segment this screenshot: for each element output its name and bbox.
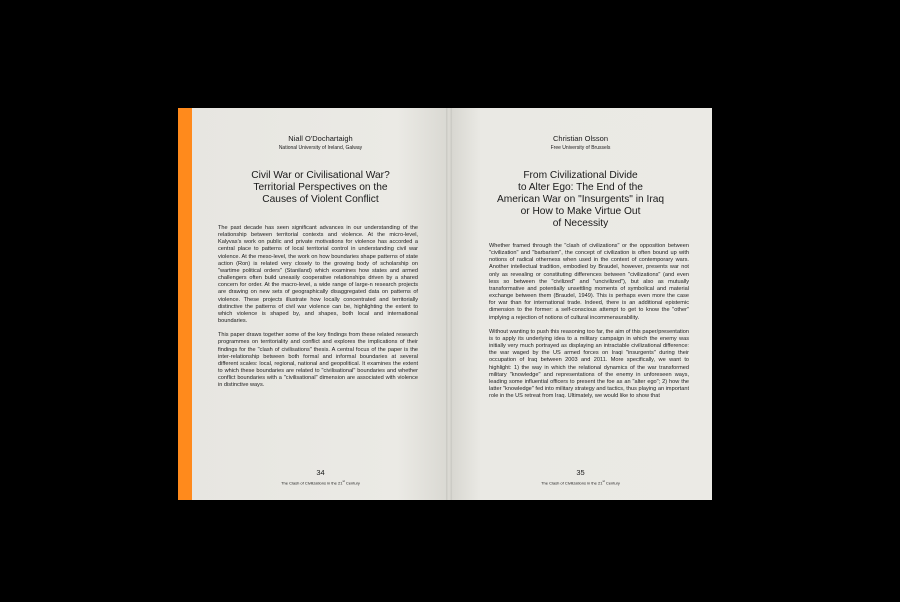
right-title [449,170,712,230]
left-footer: The Clash of Civilizations in the 21st Century [281,479,360,486]
right-footer: The Clash of Civilizations in the 21st Century [541,479,620,486]
right-affiliation: Free University of Brussels [550,145,611,151]
left-title-line: Civil War or Civilisational War? [251,170,390,181]
left-page-number: 34 [316,468,325,477]
right-title-line: of Necessity [552,218,609,229]
right-paragraph: Whether framed through the "clash of civilizations" or the opposition between "civilization" and "barbarism", the concept of civilization is often bound up with notions of radical otherness when used in the context of contemporary wars. Another intellectual tradition, embodied by Braudel, however, presents war not only as revealing or constituting differences between "civilizations" (and even less so between the "civilized" and "uncivilized"), but also as mutually transformative and potentially unsettling moments of symbolical and material exchange between them (Braudel, 1949). This is perhaps even more the case for war than for international trade. Indeed, there is an additional epistemic dimension to the former: a self-conscious attempt to get to know the "other" implying a rejection of notions of cultural incommensurability. [489,243,689,321]
right-body [489,243,689,407]
left-title-line: Causes of Violent Conflict [262,194,379,205]
right-paragraph: Without wanting to push this reasoning too far, the aim of this paper/presentation is to apply its underlying idea to a military campaign in which the enemy was initially very much portrayed as displaying an intractable civilizational difference: the war waged by the US armed forces on Iraqi "insurgents" during their occupation of Iraq between 2003 and 2011. More specifically, we want to highlight: 1) the way in which the relational dynamics of the war transformed military "knowledge" and representations of the enemy in unforeseen ways, leading some influential officers to present the foe as an "alter ego"; 2) how the latter "knowledge" fed into military strategy and tactics, thus playing an important role in the US retreat from Iraq. Ultimately, we would like to show that [489,328,689,400]
left-title-line: Territorial Perspectives on the [253,182,388,193]
left-body [218,225,418,396]
right-author: Christian Olsson [552,134,609,143]
right-page [449,108,712,500]
book-gutter [446,108,452,500]
right-title-line: to Alter Ego: The End of the [518,182,643,193]
right-title-line: or How to Make Virtue Out [520,206,641,217]
right-title-line: American War on "Insurgents" in Iraq [496,194,665,205]
left-page [192,108,449,500]
left-title [192,170,449,206]
left-affiliation: National University of Ireland, Galway [278,145,363,151]
right-title-line: From Civilizational Divide [523,170,638,181]
right-page-number: 35 [576,468,585,477]
left-author: Niall O'Dochartaigh [288,134,353,143]
left-paragraph: The past decade has seen significant advances in our understanding of the relationship between territorial contexts and violence. At the micro-level, Kalyvas's work on public and private motivations for violence has accorded a central place to patterns of local territorial control in understanding civil war violence. At the meso-level, the work on how boundaries shape patterns of state action (Ron) is related very closely to the growing body of scholarship on "wartime political orders" (Staniland) which examines how states and armed challengers often build uneasily cooperative relationships driven by a shared concern for order. At the macro-level, a wide range of large-n research projects are drawing on new sets of geographically disaggregated data on patterns of violence. These projects illustrate how locally concentrated and territorially distinctive the patterns of civil war violence can be, highlighting the extent to which violence is shaped by, and shapes, both local and international boundaries. [218,225,418,325]
left-paragraph: This paper draws together some of the key findings from these related research programmes on territoriality and conflict and explores the implications of their findings for the "clash of civilisations" thesis. A central focus of the paper is the inter-relationship between both formal and informal boundaries at several different scales: local, regional, national and geopolitical. It examines the extent to which these boundaries are related to "civilisational" boundaries and whether conflict boundaries with a "civilisational" dimension are associated with violence in distinctive ways. [218,332,418,389]
